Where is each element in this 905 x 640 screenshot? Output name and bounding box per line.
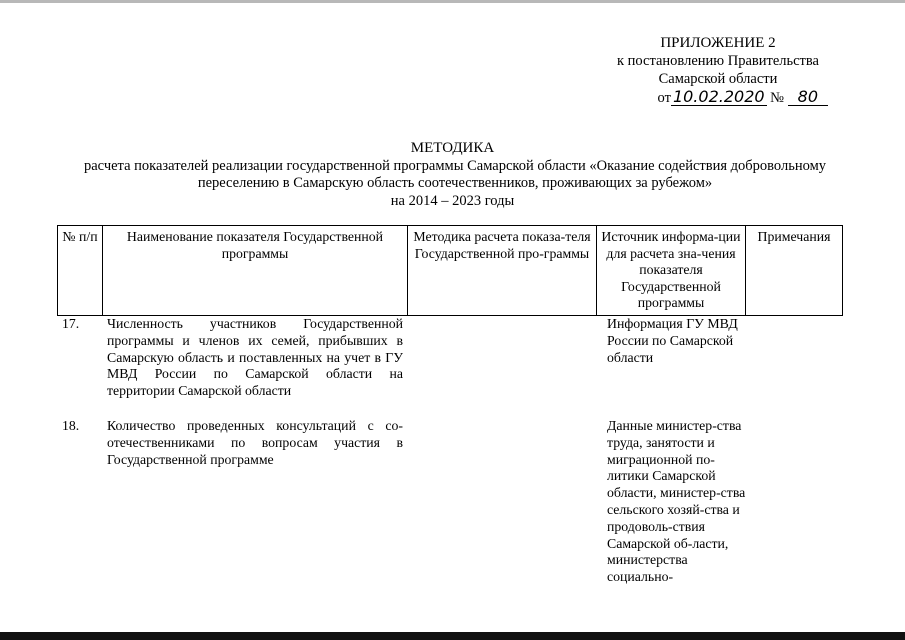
header-method: Методика расчета показа-теля Государственной про-граммы (408, 226, 597, 316)
row-17-source: Информация ГУ МВД России по Самарской области (607, 316, 738, 365)
top-scan-edge (0, 0, 905, 3)
date-prefix: от (657, 90, 671, 106)
header-notes: Примечания (746, 226, 843, 316)
handwritten-date: 10.02.2020 (672, 87, 765, 106)
row-17-number: 17. (62, 316, 80, 331)
row-18-number: 18. (62, 418, 80, 433)
bottom-scan-edge (0, 632, 905, 640)
document-title: МЕТОДИКА (410, 140, 495, 156)
row-18-source: Данные министер-ства труда, занятости и миграционной по-литики Самарской области, министер-ства сельского хозяй-ства и продоволь-ствия Самарской об-ласти, министерства социально- (607, 418, 746, 585)
table-header (57, 225, 843, 316)
header-indicator-name: Наименование показателя Государственной программы (103, 226, 408, 316)
appendix-reference: к постановлению Правительства (617, 53, 819, 69)
row-18-name: Количество проведенных консультаций с со-отечественниками по вопросам участия в Государственной программе (107, 418, 403, 467)
header-number: № п/п (58, 226, 103, 316)
appendix-title: ПРИЛОЖЕНИЕ 2 (660, 35, 776, 51)
document-years: на 2014 – 2023 годы (390, 193, 515, 209)
handwritten-number: 80 (788, 89, 828, 106)
header-source: Источник информа-ции для расчета зна-чения показателя Государственной программы (597, 226, 746, 316)
document-subtitle: расчета показателей реализации государственной программы Самарской области «Оказание содействия добровольному переселению в Самарскую область соотечественников, проживающих за рубежом» (84, 158, 826, 191)
appendix-region: Самарской области (658, 71, 778, 87)
appendix-date-line (588, 89, 848, 108)
row-17-name: Численность участников Государственной программы и членов их семей, прибывших в Самарскую область и поставленных на учет в ГУ МВД России по Самарской области на территории Самарской области (107, 316, 403, 399)
number-label: № (770, 90, 785, 106)
